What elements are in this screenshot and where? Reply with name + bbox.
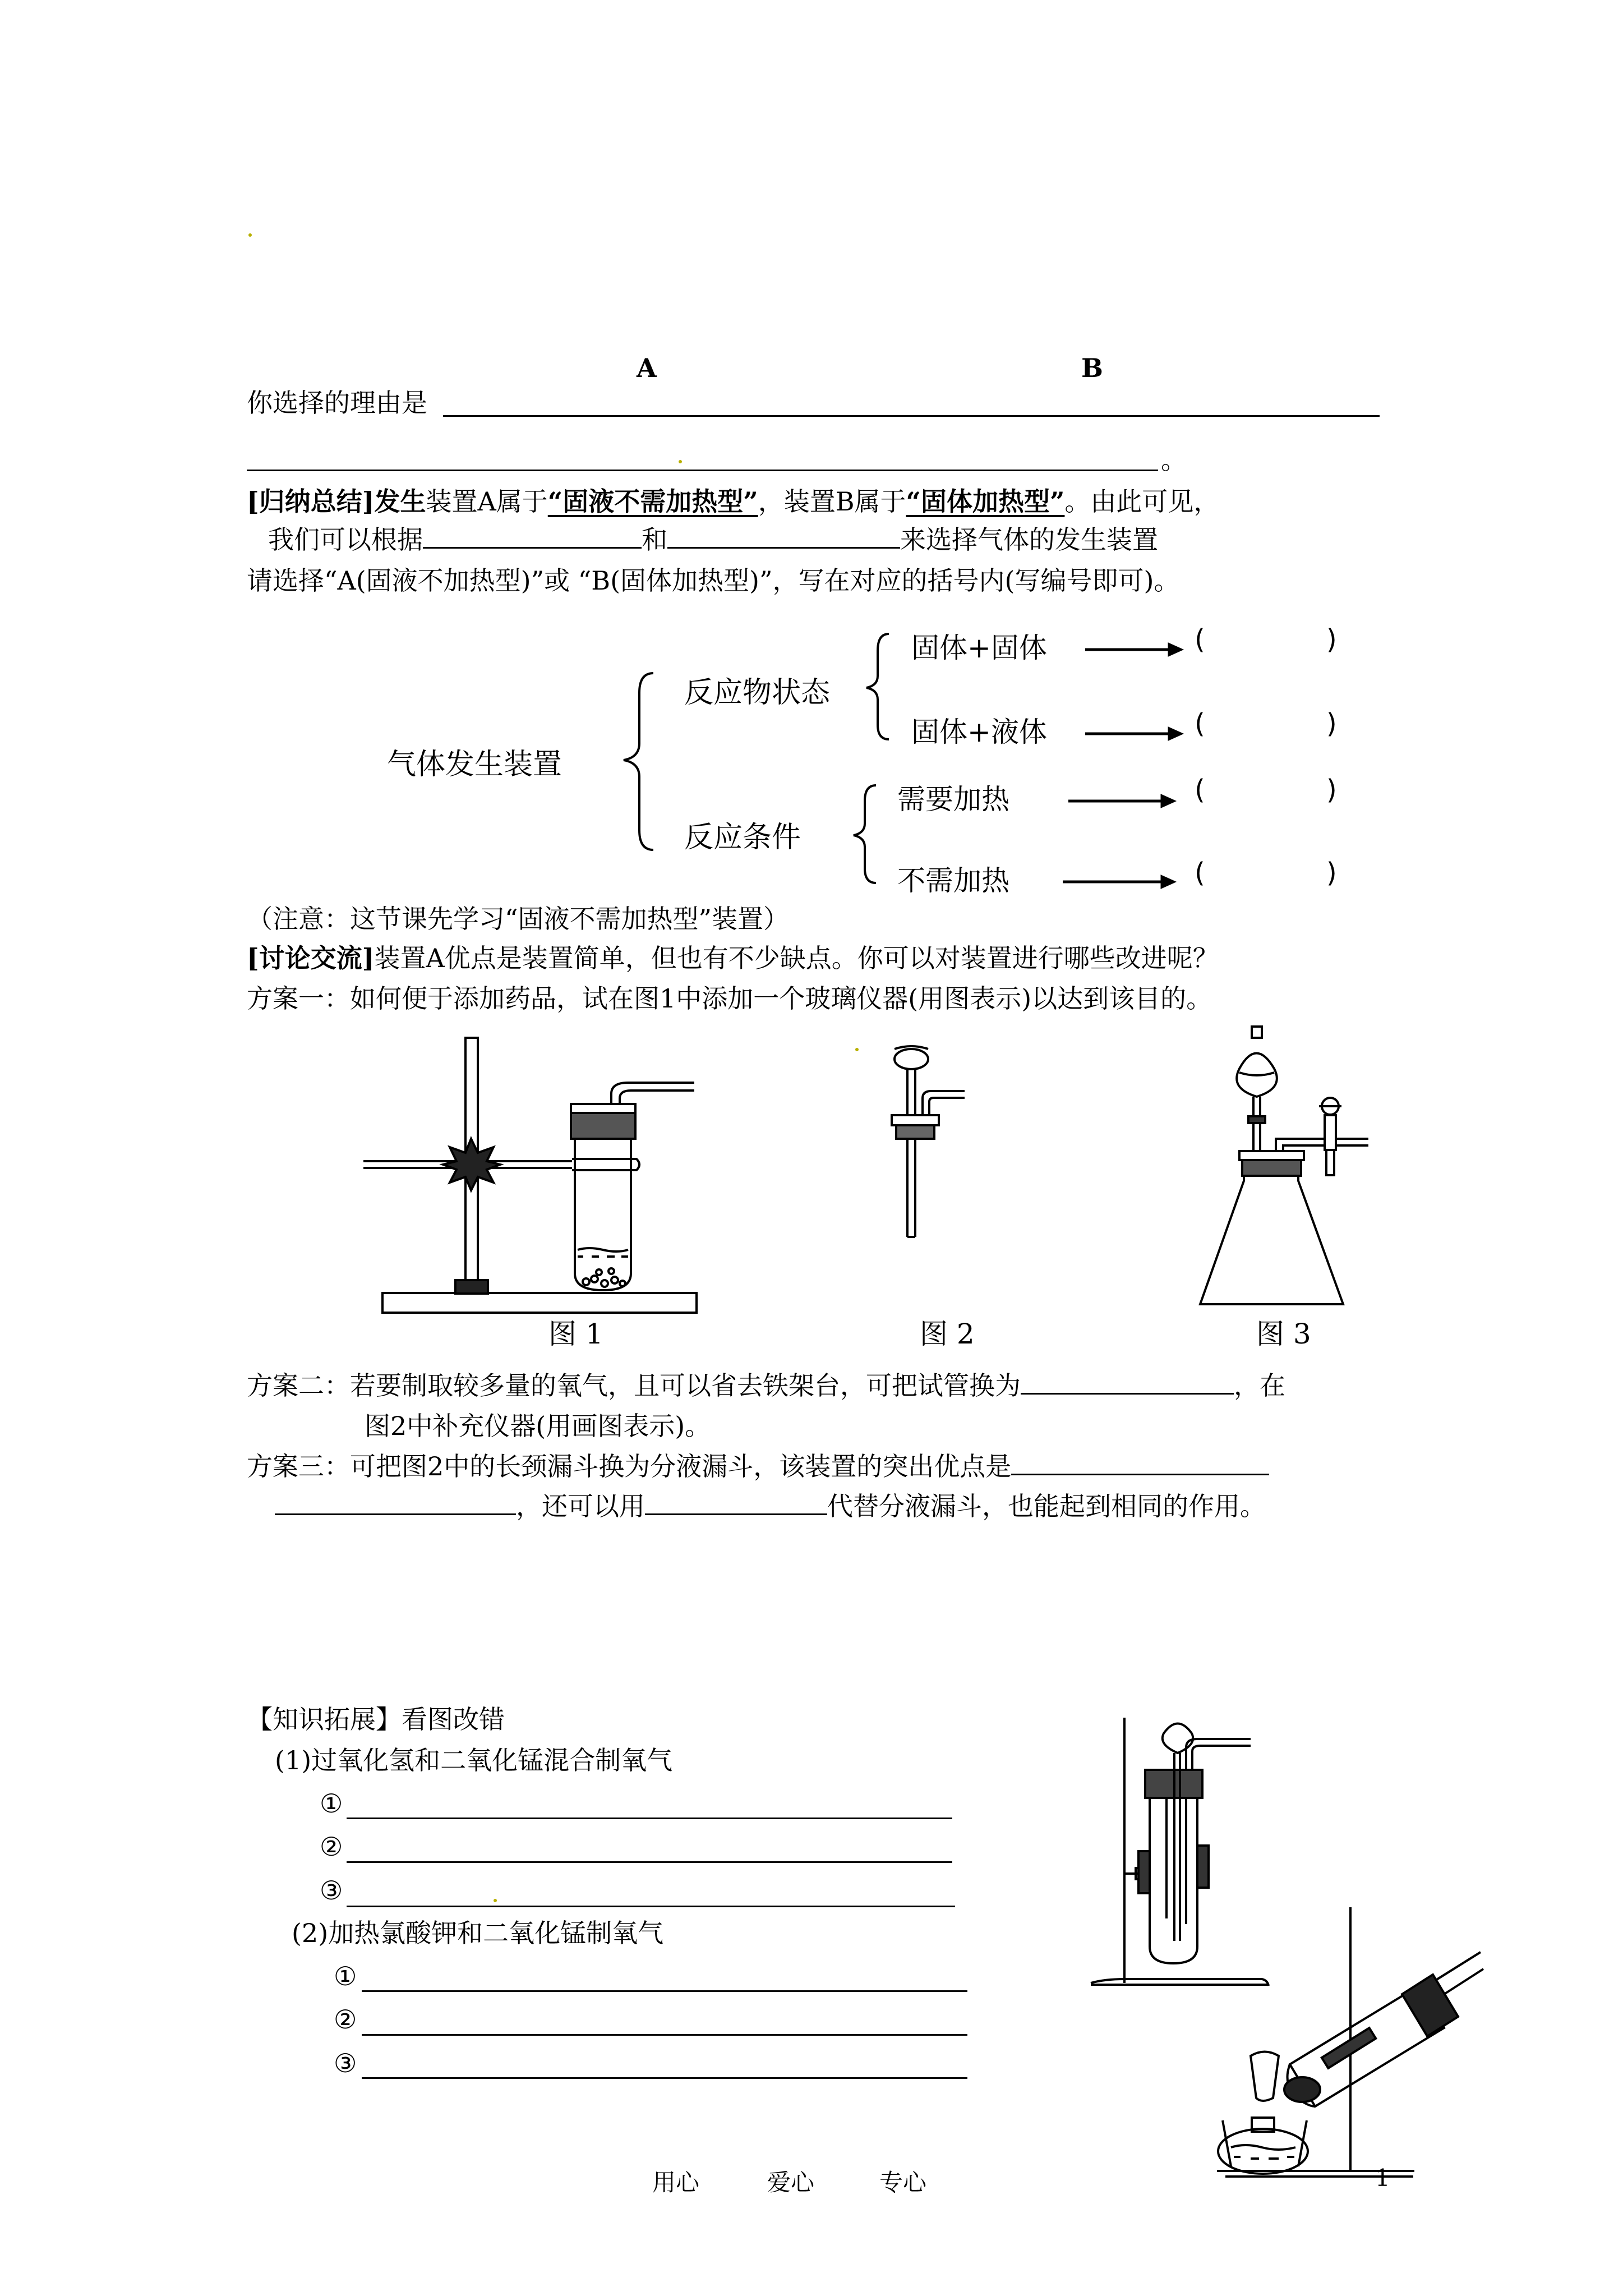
summary-line2-a: 我们可以根据 — [268, 524, 423, 555]
paren-open-1: ( — [1195, 624, 1205, 655]
summary-text-1: 装置A属于 — [426, 486, 548, 517]
paren-close-1: ) — [1326, 624, 1337, 655]
diagram-leaf-2: 固体+液体 — [911, 716, 1047, 748]
paren-close-3: ) — [1326, 774, 1337, 806]
footer-item-1: 用心 — [652, 2169, 700, 2196]
diagram-leaf-1: 固体+固体 — [911, 632, 1047, 664]
q1-mark-3: ③ — [320, 1875, 343, 1906]
summary-line-3: 请选择“A(固液不加热型)”或 “B(固体加热型)”，写在对应的括号内(写编号即可)。 — [247, 565, 1180, 596]
summary-line2-c: 来选择气体的发生装置 — [900, 524, 1158, 555]
plan2-text-b: ，在 — [1234, 1370, 1285, 1401]
q1-mark-2: ② — [320, 1832, 343, 1862]
figure-1-label: 图 1 — [548, 1318, 603, 1350]
reason-prompt: 你选择的理由是 — [247, 388, 427, 418]
diagram-branch-1: 反应物状态 — [684, 676, 831, 710]
q2-mark-2: ② — [334, 2004, 357, 2035]
summary-line2-b: 和 — [642, 524, 667, 555]
label-a: A — [637, 353, 657, 383]
paren-open-2: ( — [1195, 708, 1205, 739]
plan2-text-a: 方案二：若要制取较多量的氧气，且可以省去铁架台，可把试管换为 — [247, 1370, 1021, 1401]
summary-tag: [归纳总结] — [247, 486, 375, 517]
paren-close-2: ) — [1326, 708, 1337, 739]
type-b-label: “固体加热型” — [906, 486, 1065, 517]
type-a-label: “固液不需加热型” — [547, 486, 758, 517]
discussion-text: 装置A优点是装置简单，但也有不少缺点。你可以对装置进行哪些改进呢？ — [374, 943, 1219, 973]
discussion-tag: [讨论交流] — [247, 943, 375, 973]
extension-title: 【知识拓展】看图改错 — [247, 1704, 505, 1734]
plan1: 方案一：如何便于添加药品，试在图1中添加一个玻璃仪器(用图表示)以达到该目的。 — [247, 983, 1212, 1014]
q2-mark-1: ① — [334, 1961, 357, 1991]
summary-text-2: ，装置B属于 — [758, 486, 906, 517]
diagram-branch-2: 反应条件 — [684, 821, 801, 854]
extension-q1: (1)过氧化氢和二氧化锰混合制氧气 — [275, 1745, 673, 1775]
paren-open-3: ( — [1195, 774, 1205, 806]
footer-item-2: 爱心 — [767, 2169, 815, 2196]
paren-close-4: ) — [1326, 857, 1337, 889]
diagram-leaf-4: 不需加热 — [897, 864, 1009, 897]
footer-item-3: 专心 — [879, 2169, 927, 2196]
reason-end: 。 — [1161, 445, 1187, 475]
figure-2-label: 图 2 — [920, 1318, 975, 1350]
label-b: B — [1081, 353, 1103, 383]
plan2-line-2: 图2中补充仪器(用画图表示)。 — [365, 1411, 711, 1441]
summary-lead: 发生 — [374, 486, 426, 517]
q2-mark-3: ③ — [334, 2048, 357, 2078]
page-number: 1 — [1375, 2164, 1390, 2192]
figure-3-label: 图 3 — [1256, 1318, 1311, 1350]
q1-mark-1: ① — [320, 1788, 343, 1819]
summary-text-3: 。由此可见， — [1064, 486, 1220, 517]
diagram-root: 气体发生装置 — [387, 748, 562, 781]
diagram-leaf-3: 需要加热 — [897, 783, 1009, 816]
plan3-text-c: 代替分液漏斗，也能起到相同的作用。 — [827, 1491, 1266, 1521]
extension-q2: (2)加热氯酸钾和二氧化锰制氧气 — [292, 1918, 664, 1948]
plan3-text-b: ，还可以用 — [516, 1491, 645, 1521]
plan3-text-a: 方案三：可把图2中的长颈漏斗换为分液漏斗，该装置的突出优点是 — [247, 1451, 1012, 1481]
note: （注意：这节课先学习“固液不需加热型”装置） — [247, 904, 790, 934]
paren-open-4: ( — [1195, 857, 1205, 889]
